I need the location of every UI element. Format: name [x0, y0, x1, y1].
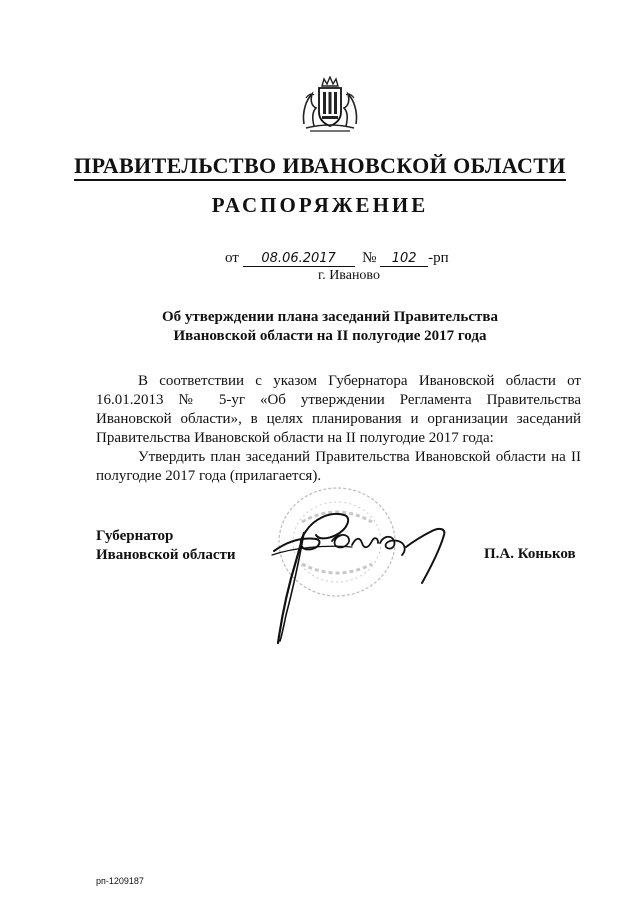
- document-body: [96, 372, 581, 486]
- registration-line: [225, 250, 485, 267]
- date-value: 08.06.2017: [243, 252, 355, 267]
- document-type-heading: РАСПОРЯЖЕНИЕ: [211, 193, 429, 217]
- document-code: рп-1209187: [96, 876, 144, 886]
- city-label: г. Иваново: [318, 268, 380, 283]
- handwritten-signature: [256, 495, 452, 647]
- signer-position-line-2: Ивановской области: [96, 547, 236, 563]
- number-suffix: -рп: [428, 250, 449, 266]
- number-value: 102: [380, 252, 428, 267]
- coat-of-arms-emblem: [300, 76, 360, 134]
- subject-line-1: Об утверждении плана заседаний Правительства: [162, 309, 498, 325]
- signer-position: [96, 527, 236, 565]
- body-paragraph-2: Утвердить план заседаний Правительства Ивановской области на II полугодие 2017 года (прилагается).: [96, 449, 581, 484]
- subject-line-2: Ивановской области на II полугодие 2017 года: [173, 328, 487, 344]
- date-prefix: от: [225, 250, 239, 266]
- signer-position-line-1: Губернатор: [96, 528, 174, 544]
- number-prefix: №: [362, 250, 377, 266]
- government-title: ПРАВИТЕЛЬСТВО ИВАНОВСКОЙ ОБЛАСТИ: [0, 153, 640, 179]
- document-subject: [140, 308, 520, 346]
- body-paragraph-1: В соответствии с указом Губернатора Ивановской области от 16.01.2013 № 5-уг «Об утверждении Регламента Правительства Ивановской области», в целях планирования и организации заседаний Правительства Ивановской области на II полугодие 2017 года:: [96, 373, 581, 446]
- signer-name: П.А. Коньков: [484, 546, 576, 562]
